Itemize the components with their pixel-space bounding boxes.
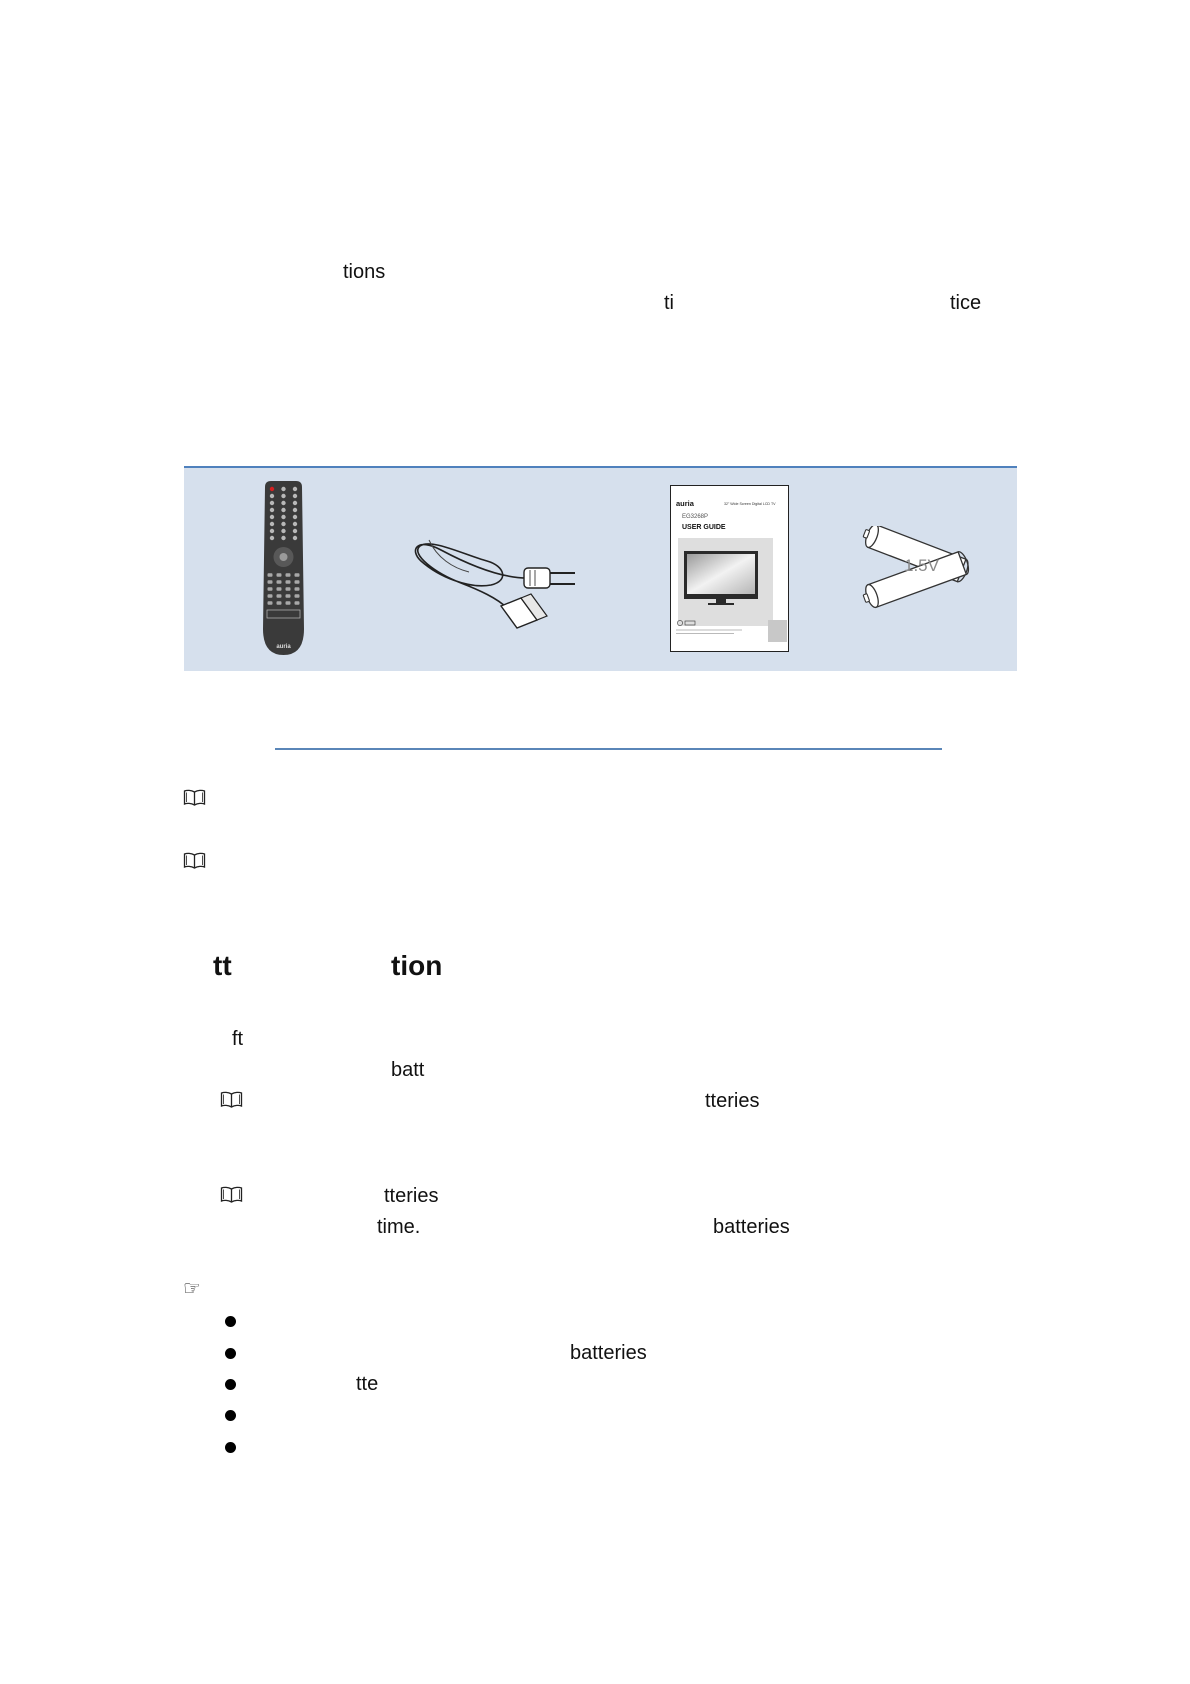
- wall-plug: [524, 568, 575, 588]
- battery-voltage-label: 1.5V: [904, 556, 939, 575]
- remote-button: [268, 601, 273, 605]
- remote-button: [270, 515, 274, 519]
- remote-button: [295, 594, 300, 598]
- remote-button: [293, 487, 297, 491]
- remote-button: [281, 536, 285, 540]
- booklet-logo: auria: [676, 499, 694, 508]
- remote-button: [293, 515, 297, 519]
- remote-button: [295, 587, 300, 591]
- remote-button: [293, 494, 297, 498]
- remote-button: [277, 573, 282, 577]
- remote-button: [268, 587, 273, 591]
- remote-button: [268, 594, 273, 598]
- remote-control-image: [261, 481, 306, 655]
- bullet-fragment-batteries: batteries: [570, 1342, 647, 1364]
- book-icon: [183, 852, 206, 870]
- remote-button: [286, 587, 291, 591]
- user-guide-image: [670, 485, 789, 652]
- remote-button: [277, 594, 282, 598]
- bullet-point: [225, 1410, 236, 1421]
- remote-button: [270, 529, 274, 533]
- remote-button: [281, 522, 285, 526]
- remote-button: [277, 580, 282, 584]
- remote-button: [286, 594, 291, 598]
- body-fragment-batt: batt: [391, 1059, 425, 1081]
- batteries-image: [860, 526, 982, 609]
- bullet-point: [225, 1379, 236, 1390]
- remote-button: [268, 580, 273, 584]
- iec-connector: [501, 594, 547, 628]
- remote-button: [270, 508, 274, 512]
- book-icon: [183, 789, 206, 807]
- remote-button: [293, 529, 297, 533]
- book-icon: [220, 1186, 243, 1204]
- body-fragment-time: time.: [377, 1216, 421, 1238]
- remote-button: [268, 573, 273, 577]
- remote-button: [270, 501, 274, 505]
- bullet-point: [225, 1348, 236, 1359]
- cord-loops: [415, 544, 527, 608]
- book-icon: [220, 1091, 243, 1109]
- body-fragment-tteries: tteries: [705, 1090, 760, 1112]
- booklet-title: USER GUIDE: [682, 524, 726, 531]
- remote-button: [293, 536, 297, 540]
- remote-button: [270, 522, 274, 526]
- remote-button: [295, 601, 300, 605]
- section-heading-fragment-tion: tion: [391, 950, 443, 981]
- section-heading-fragment-tt: tt: [213, 950, 232, 981]
- remote-button: [286, 580, 291, 584]
- tv-illustration: [684, 551, 758, 605]
- remote-button: [281, 515, 285, 519]
- remote-button: [270, 487, 274, 491]
- remote-button: [295, 573, 300, 577]
- remote-button: [270, 536, 274, 540]
- remote-button: [293, 508, 297, 512]
- remote-button: [295, 580, 300, 584]
- remote-button: [281, 494, 285, 498]
- remote-button: [281, 508, 285, 512]
- body-fragment-tteries-2: tteries: [384, 1185, 439, 1207]
- booklet-corner-tab: [768, 620, 787, 642]
- remote-button: [281, 501, 285, 505]
- remote-button: [293, 501, 297, 505]
- remote-button: [281, 487, 285, 491]
- remote-button: [277, 587, 282, 591]
- intro-fragment-tice: tice: [950, 292, 982, 314]
- bullet-fragment-tte: tte: [356, 1373, 379, 1395]
- remote-nav-ok: [280, 553, 288, 561]
- bullet-point: [225, 1316, 236, 1327]
- body-fragment-ft: ft: [232, 1028, 244, 1050]
- intro-fragment-tions: tions: [343, 261, 386, 283]
- section-rule: [275, 748, 942, 750]
- remote-button: [286, 573, 291, 577]
- pointing-hand-icon: ☞: [183, 1276, 201, 1300]
- power-cord-image: [409, 528, 595, 630]
- intro-fragment-ti: ti: [664, 292, 674, 314]
- bullet-point: [225, 1442, 236, 1453]
- remote-body: [263, 481, 304, 655]
- booklet-subtitle: 32" Wide Screen Digital LCD TV: [724, 502, 776, 506]
- remote-button: [270, 494, 274, 498]
- remote-button: [277, 601, 282, 605]
- booklet-model: EG3268P: [682, 514, 709, 520]
- remote-button: [281, 529, 285, 533]
- body-fragment-batteries: batteries: [713, 1216, 790, 1238]
- remote-logo: auria: [276, 644, 291, 650]
- remote-button: [293, 522, 297, 526]
- remote-button: [286, 601, 291, 605]
